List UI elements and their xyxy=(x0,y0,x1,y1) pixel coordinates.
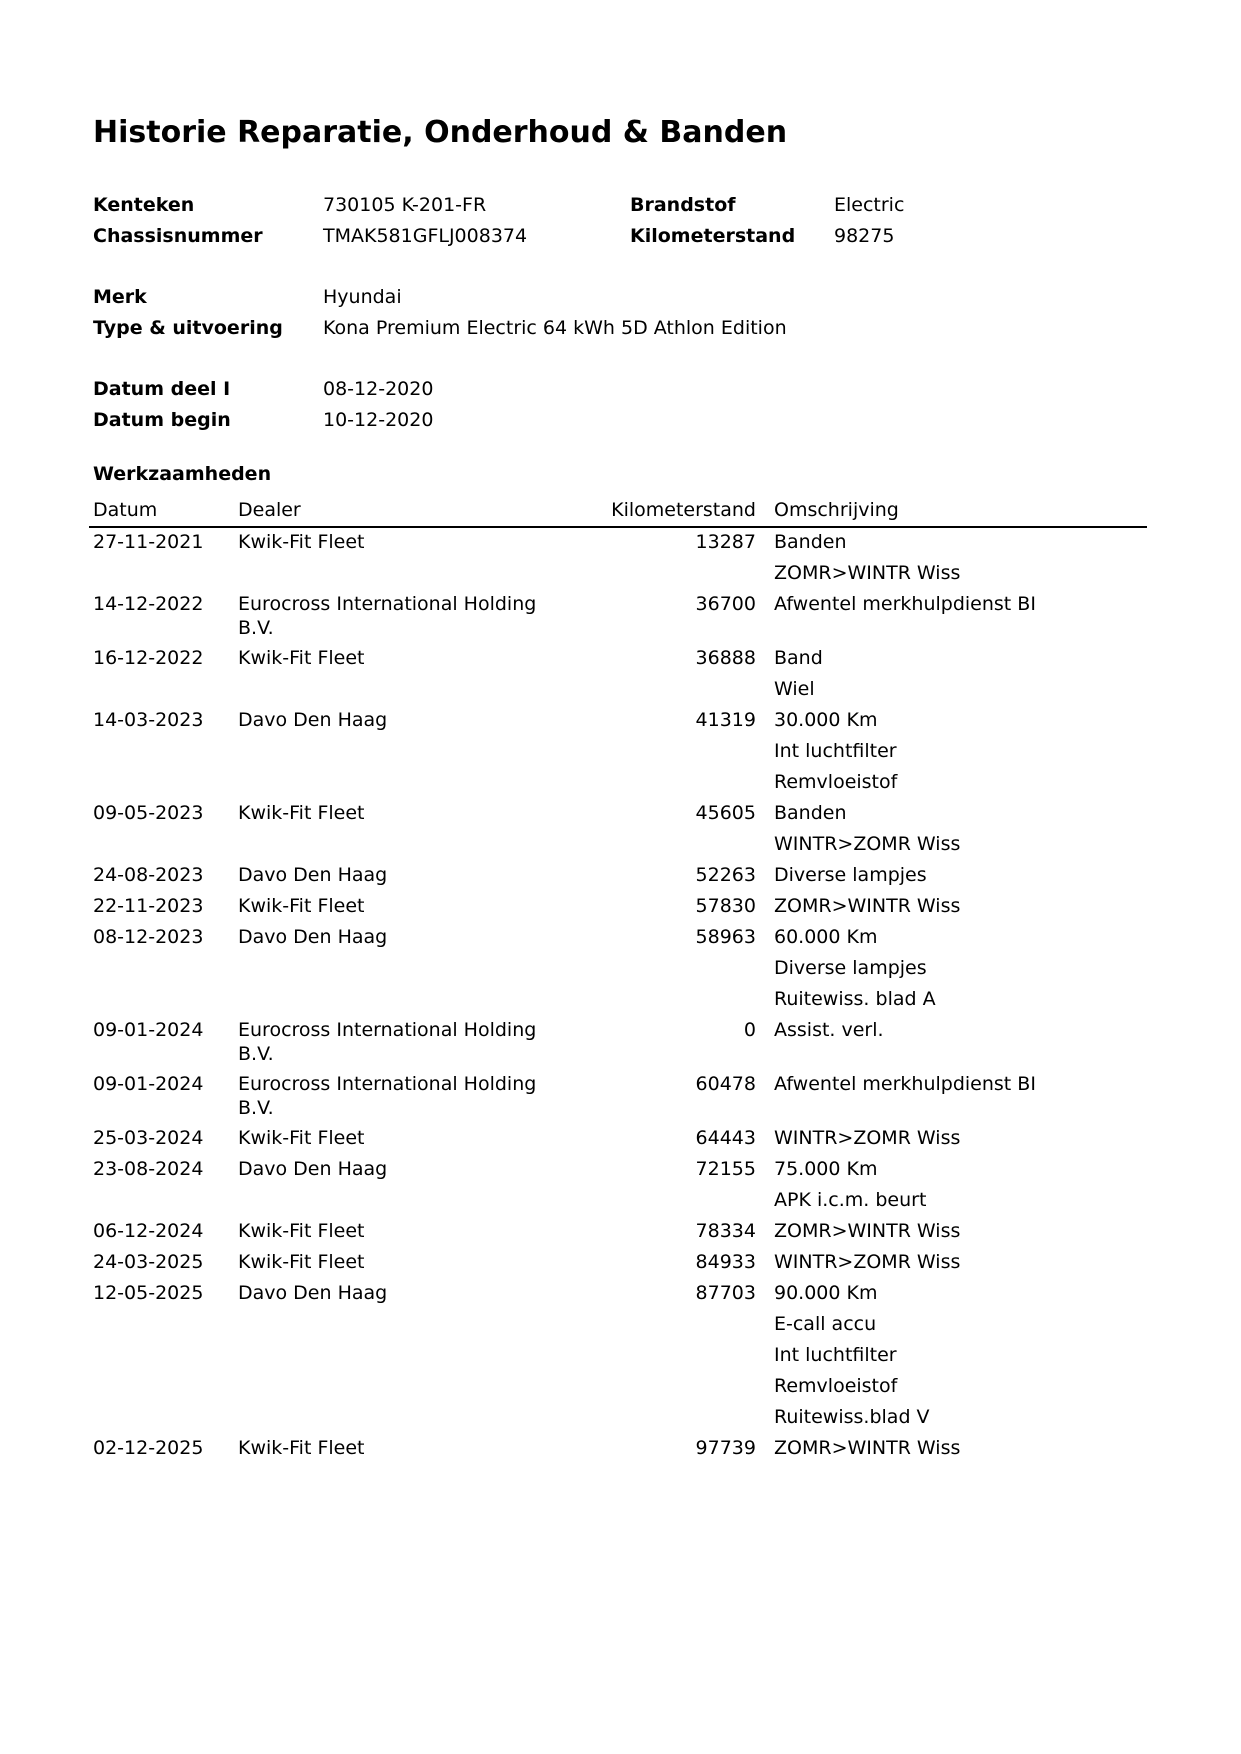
omschrijving-line: ZOMR>WINTR Wiss xyxy=(774,1220,961,1242)
row-dealer: Kwik-Fit Fleet xyxy=(238,531,365,553)
omschrijving-line: WINTR>ZOMR Wiss xyxy=(774,1127,961,1149)
omschrijving-line: Ruitewiss.blad V xyxy=(774,1406,930,1428)
omschrijving-line: Int luchtfilter xyxy=(774,1344,897,1366)
table-row xyxy=(0,530,1241,592)
row-kilometerstand: 87703 xyxy=(695,1282,756,1304)
omschrijving-line: 60.000 Km xyxy=(774,926,878,948)
table-row xyxy=(0,1072,1241,1126)
row-kilometerstand: 0 xyxy=(743,1019,756,1041)
row-omschrijving xyxy=(774,894,960,925)
row-kilometerstand: 60478 xyxy=(695,1073,756,1095)
row-date: 27-11-2021 xyxy=(93,531,204,553)
row-omschrijving xyxy=(774,863,927,894)
datum-deel-label: Datum deel I xyxy=(93,378,231,400)
table-row xyxy=(0,925,1241,1018)
row-omschrijving xyxy=(774,1157,926,1219)
omschrijving-line: Ruitewiss. blad A xyxy=(774,988,936,1010)
row-omschrijving xyxy=(774,1018,884,1049)
row-date: 02-12-2025 xyxy=(93,1437,204,1459)
table-row xyxy=(0,894,1241,925)
omschrijving-line: WINTR>ZOMR Wiss xyxy=(774,1251,961,1273)
row-dealer: Eurocross International Holding B.V. xyxy=(238,1019,537,1065)
row-dealer: Davo Den Haag xyxy=(238,1282,388,1304)
row-dealer: Eurocross International Holding B.V. xyxy=(238,593,537,639)
row-date: 09-05-2023 xyxy=(93,802,204,824)
row-omschrijving xyxy=(774,1281,930,1436)
row-kilometerstand: 97739 xyxy=(695,1437,756,1459)
omschrijving-line: ZOMR>WINTR Wiss xyxy=(774,895,961,917)
omschrijving-line: ZOMR>WINTR Wiss xyxy=(774,562,961,584)
row-omschrijving xyxy=(774,1250,960,1281)
table-row xyxy=(0,1018,1241,1072)
row-kilometerstand: 13287 xyxy=(695,531,756,553)
row-kilometerstand: 36700 xyxy=(695,593,756,615)
datum-begin-label: Datum begin xyxy=(93,409,231,431)
omschrijving-line: ZOMR>WINTR Wiss xyxy=(774,1437,961,1459)
row-omschrijving xyxy=(774,925,936,1018)
omschrijving-line: WINTR>ZOMR Wiss xyxy=(774,833,961,855)
omschrijving-line: Wiel xyxy=(774,678,815,700)
omschrijving-line: Band xyxy=(774,647,823,669)
row-dealer: Davo Den Haag xyxy=(238,926,388,948)
table-row xyxy=(0,592,1241,646)
row-date: 24-03-2025 xyxy=(93,1251,204,1273)
row-omschrijving xyxy=(774,801,960,863)
omschrijving-line: Banden xyxy=(774,802,847,824)
omschrijving-line: Assist. verl. xyxy=(774,1019,884,1041)
row-date: 16-12-2022 xyxy=(93,647,204,669)
row-dealer: Eurocross International Holding B.V. xyxy=(238,1073,537,1119)
row-kilometerstand: 36888 xyxy=(695,647,756,669)
row-kilometerstand: 78334 xyxy=(695,1220,756,1242)
type-value: Kona Premium Electric 64 kWh 5D Athlon Edition xyxy=(323,317,787,339)
omschrijving-line: Afwentel merkhulpdienst BI xyxy=(774,593,1036,615)
row-dealer: Kwik-Fit Fleet xyxy=(238,647,365,669)
row-kilometerstand: 64443 xyxy=(695,1127,756,1149)
omschrijving-line: Remvloeistof xyxy=(774,1375,898,1397)
datum-deel-value: 08-12-2020 xyxy=(323,378,434,400)
datum-begin-value: 10-12-2020 xyxy=(323,409,434,431)
brandstof-value: Electric xyxy=(834,194,905,216)
row-dealer: Davo Den Haag xyxy=(238,1158,388,1180)
type-label: Type & uitvoering xyxy=(93,317,283,339)
omschrijving-line: 30.000 Km xyxy=(774,709,878,731)
kilometerstand-value: 98275 xyxy=(834,225,895,247)
omschrijving-line: Remvloeistof xyxy=(774,771,898,793)
section-title: Werkzaamheden xyxy=(93,463,272,485)
omschrijving-line: APK i.c.m. beurt xyxy=(774,1189,927,1211)
row-omschrijving xyxy=(774,646,823,708)
brandstof-label: Brandstof xyxy=(630,194,736,216)
row-date: 09-01-2024 xyxy=(93,1019,204,1041)
row-kilometerstand: 52263 xyxy=(695,864,756,886)
table-row xyxy=(0,1281,1241,1436)
row-kilometerstand: 45605 xyxy=(695,802,756,824)
omschrijving-line: 90.000 Km xyxy=(774,1282,878,1304)
row-kilometerstand: 84933 xyxy=(695,1251,756,1273)
column-header-datum: Datum xyxy=(93,499,158,521)
row-kilometerstand: 72155 xyxy=(695,1158,756,1180)
row-omschrijving xyxy=(774,1436,960,1467)
row-omschrijving xyxy=(774,1126,960,1157)
row-dealer: Kwik-Fit Fleet xyxy=(238,1127,365,1149)
table-row xyxy=(0,1219,1241,1250)
omschrijving-line: Banden xyxy=(774,531,847,553)
table-row xyxy=(0,1436,1241,1467)
row-date: 14-12-2022 xyxy=(93,593,204,615)
row-date: 22-11-2023 xyxy=(93,895,204,917)
work-table-body xyxy=(0,530,1241,1467)
merk-label: Merk xyxy=(93,286,147,308)
row-date: 25-03-2024 xyxy=(93,1127,204,1149)
omschrijving-line: Diverse lampjes xyxy=(774,957,927,979)
row-date: 06-12-2024 xyxy=(93,1220,204,1242)
row-kilometerstand: 57830 xyxy=(695,895,756,917)
table-row xyxy=(0,801,1241,863)
table-row xyxy=(0,863,1241,894)
page-title: Historie Reparatie, Onderhoud & Banden xyxy=(93,115,788,150)
chassis-value: TMAK581GFLJ008374 xyxy=(323,225,528,247)
table-row xyxy=(0,646,1241,708)
row-date: 24-08-2023 xyxy=(93,864,204,886)
row-omschrijving xyxy=(774,1219,960,1250)
kenteken-value: 730105 K-201-FR xyxy=(323,194,487,216)
column-header-dealer: Dealer xyxy=(238,499,301,521)
omschrijving-line: 75.000 Km xyxy=(774,1158,878,1180)
row-date: 23-08-2024 xyxy=(93,1158,204,1180)
row-dealer: Davo Den Haag xyxy=(238,864,388,886)
row-kilometerstand: 41319 xyxy=(695,709,756,731)
table-row xyxy=(0,1157,1241,1219)
table-row xyxy=(0,708,1241,801)
row-date: 12-05-2025 xyxy=(93,1282,204,1304)
omschrijving-line: Int luchtfilter xyxy=(774,740,897,762)
kenteken-label: Kenteken xyxy=(93,194,195,216)
row-omschrijving xyxy=(774,530,960,592)
merk-value: Hyundai xyxy=(323,286,402,308)
row-date: 14-03-2023 xyxy=(93,709,204,731)
table-row xyxy=(0,1250,1241,1281)
row-kilometerstand: 58963 xyxy=(695,926,756,948)
kilometerstand-label: Kilometerstand xyxy=(630,225,796,247)
row-dealer: Kwik-Fit Fleet xyxy=(238,1220,365,1242)
row-date: 08-12-2023 xyxy=(93,926,204,948)
table-header xyxy=(89,496,1147,528)
row-dealer: Kwik-Fit Fleet xyxy=(238,1437,365,1459)
row-omschrijving xyxy=(774,592,1036,623)
row-dealer: Kwik-Fit Fleet xyxy=(238,802,365,824)
row-omschrijving xyxy=(774,708,897,801)
chassis-label: Chassisnummer xyxy=(93,225,263,247)
row-dealer: Kwik-Fit Fleet xyxy=(238,895,365,917)
omschrijving-line: Afwentel merkhulpdienst BI xyxy=(774,1073,1036,1095)
row-omschrijving xyxy=(774,1072,1036,1103)
row-date: 09-01-2024 xyxy=(93,1073,204,1095)
row-dealer: Kwik-Fit Fleet xyxy=(238,1251,365,1273)
table-row xyxy=(0,1126,1241,1157)
row-dealer: Davo Den Haag xyxy=(238,709,388,731)
omschrijving-line: E-call accu xyxy=(774,1313,877,1335)
column-header-omschrijving: Omschrijving xyxy=(774,499,899,521)
column-header-kilometerstand: Kilometerstand xyxy=(611,499,756,521)
omschrijving-line: Diverse lampjes xyxy=(774,864,927,886)
